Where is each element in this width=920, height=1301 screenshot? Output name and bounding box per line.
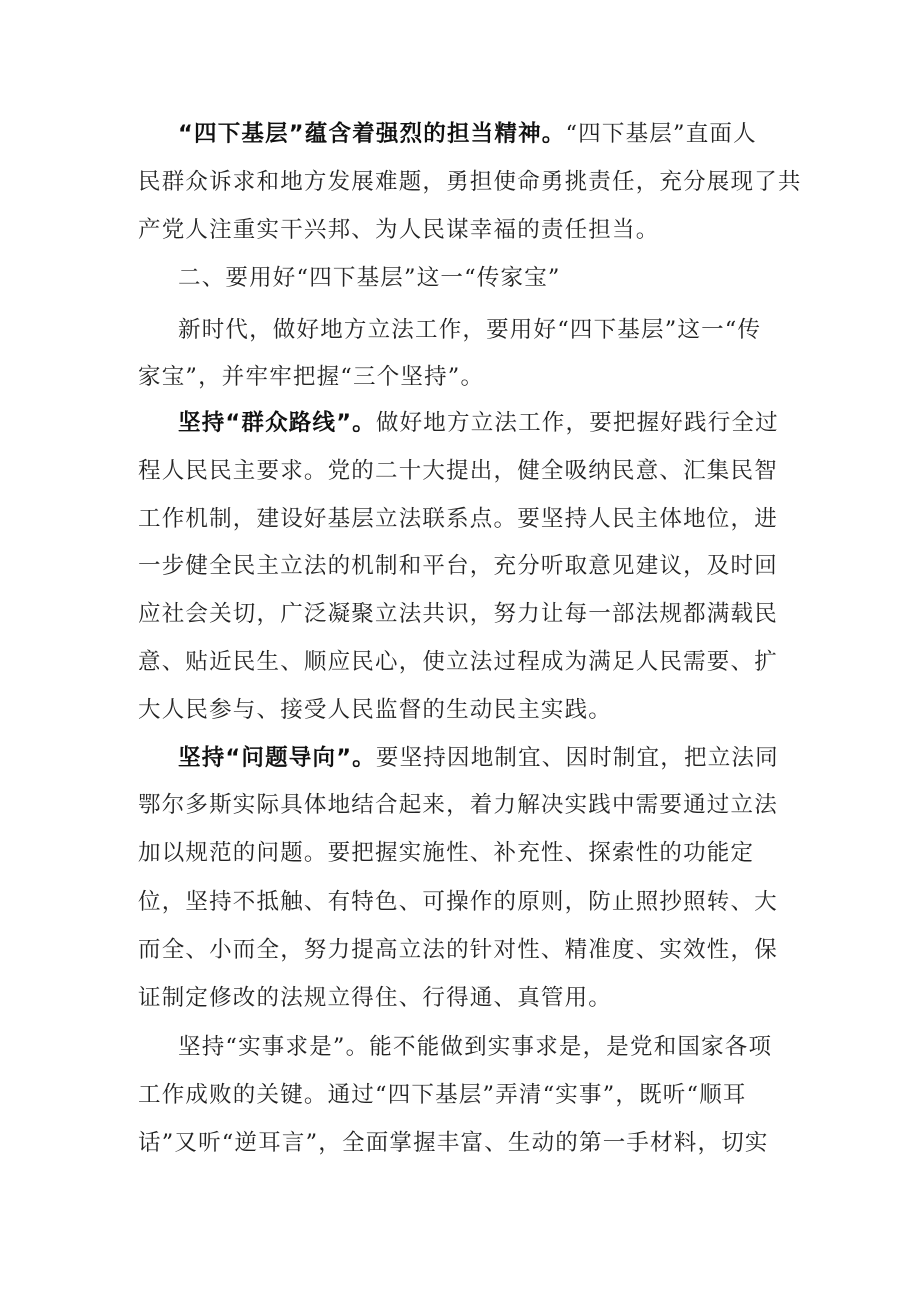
- paragraph-line: 一步健全民主立法的机制和平台，充分听取意见建议，及时回: [138, 553, 778, 579]
- paragraph-line: [178, 403, 828, 443]
- paragraph-line: [178, 738, 828, 778]
- paragraph-line: 家宝”，并牢牢把握“三个坚持”。: [138, 364, 485, 390]
- paragraph-line: [178, 114, 828, 154]
- paragraph-line: 坚持“实事求是”。能不能做到实事求是，是党和国家各项: [178, 1034, 773, 1060]
- paragraph-line: 大人民参与、接受人民监督的生动民主实践。: [138, 697, 613, 723]
- paragraph-line: 证制定修改的法规立得住、行得通、真管用。: [138, 985, 613, 1011]
- paragraph-text: “四下基层”直面人: [565, 121, 757, 147]
- paragraph-line: 话”又听“逆耳言”，全面掌握丰富、生动的第一手材料，切实: [138, 1130, 769, 1156]
- paragraph-lead-heading: 坚持“问题导向”。: [178, 745, 376, 771]
- paragraph-text: 要坚持因地制宜、因时制宜，把立法同: [375, 745, 779, 771]
- section-heading: 二、要用好“四下基层”这一“传家宝”: [178, 265, 561, 291]
- paragraph-line: 工作机制，建设好基层立法联系点。要坚持人民主体地位，进: [138, 506, 778, 532]
- paragraph-lead-heading: “四下基层”蕴含着强烈的担当精神。: [178, 121, 566, 147]
- paragraph-text: 做好地方立法工作，要把握好践行全过: [375, 410, 779, 436]
- paragraph-line: 鄂尔多斯实际具体地结合起来，着力解决实践中需要通过立法: [138, 792, 778, 818]
- paragraph-line: 民群众诉求和地方发展难题，勇担使命勇挑责任，充分展现了共: [138, 169, 802, 195]
- paragraph-line: 位，坚持不抵触、有特色、可操作的原则，防止照抄照转、大: [138, 889, 778, 915]
- paragraph-line: 工作成败的关键。通过“四下基层”弄清“实事”，既听“顺耳: [138, 1082, 747, 1108]
- paragraph-line: 而全、小而全，努力提高立法的针对性、精准度、实效性，保: [138, 937, 778, 963]
- paragraph-line: 意、贴近民生、顺应民心，使立法过程成为满足人民需要、扩: [138, 649, 778, 675]
- paragraph-line: 加以规范的问题。要把握实施性、补充性、探索性的功能定: [138, 840, 755, 866]
- paragraph-line: 产党人注重实干兴邦、为人民谋幸福的责任担当。: [138, 217, 660, 243]
- paragraph-line: 新时代，做好地方立法工作，要用好“四下基层”这一“传: [178, 317, 762, 343]
- paragraph-line: 应社会关切，广泛凝聚立法共识，努力让每一部法规都满载民: [138, 601, 778, 627]
- paragraph-line: 程人民民主要求。党的二十大提出，健全吸纳民意、汇集民智: [138, 458, 778, 484]
- paragraph-lead-heading: 坚持“群众路线”。: [178, 410, 376, 436]
